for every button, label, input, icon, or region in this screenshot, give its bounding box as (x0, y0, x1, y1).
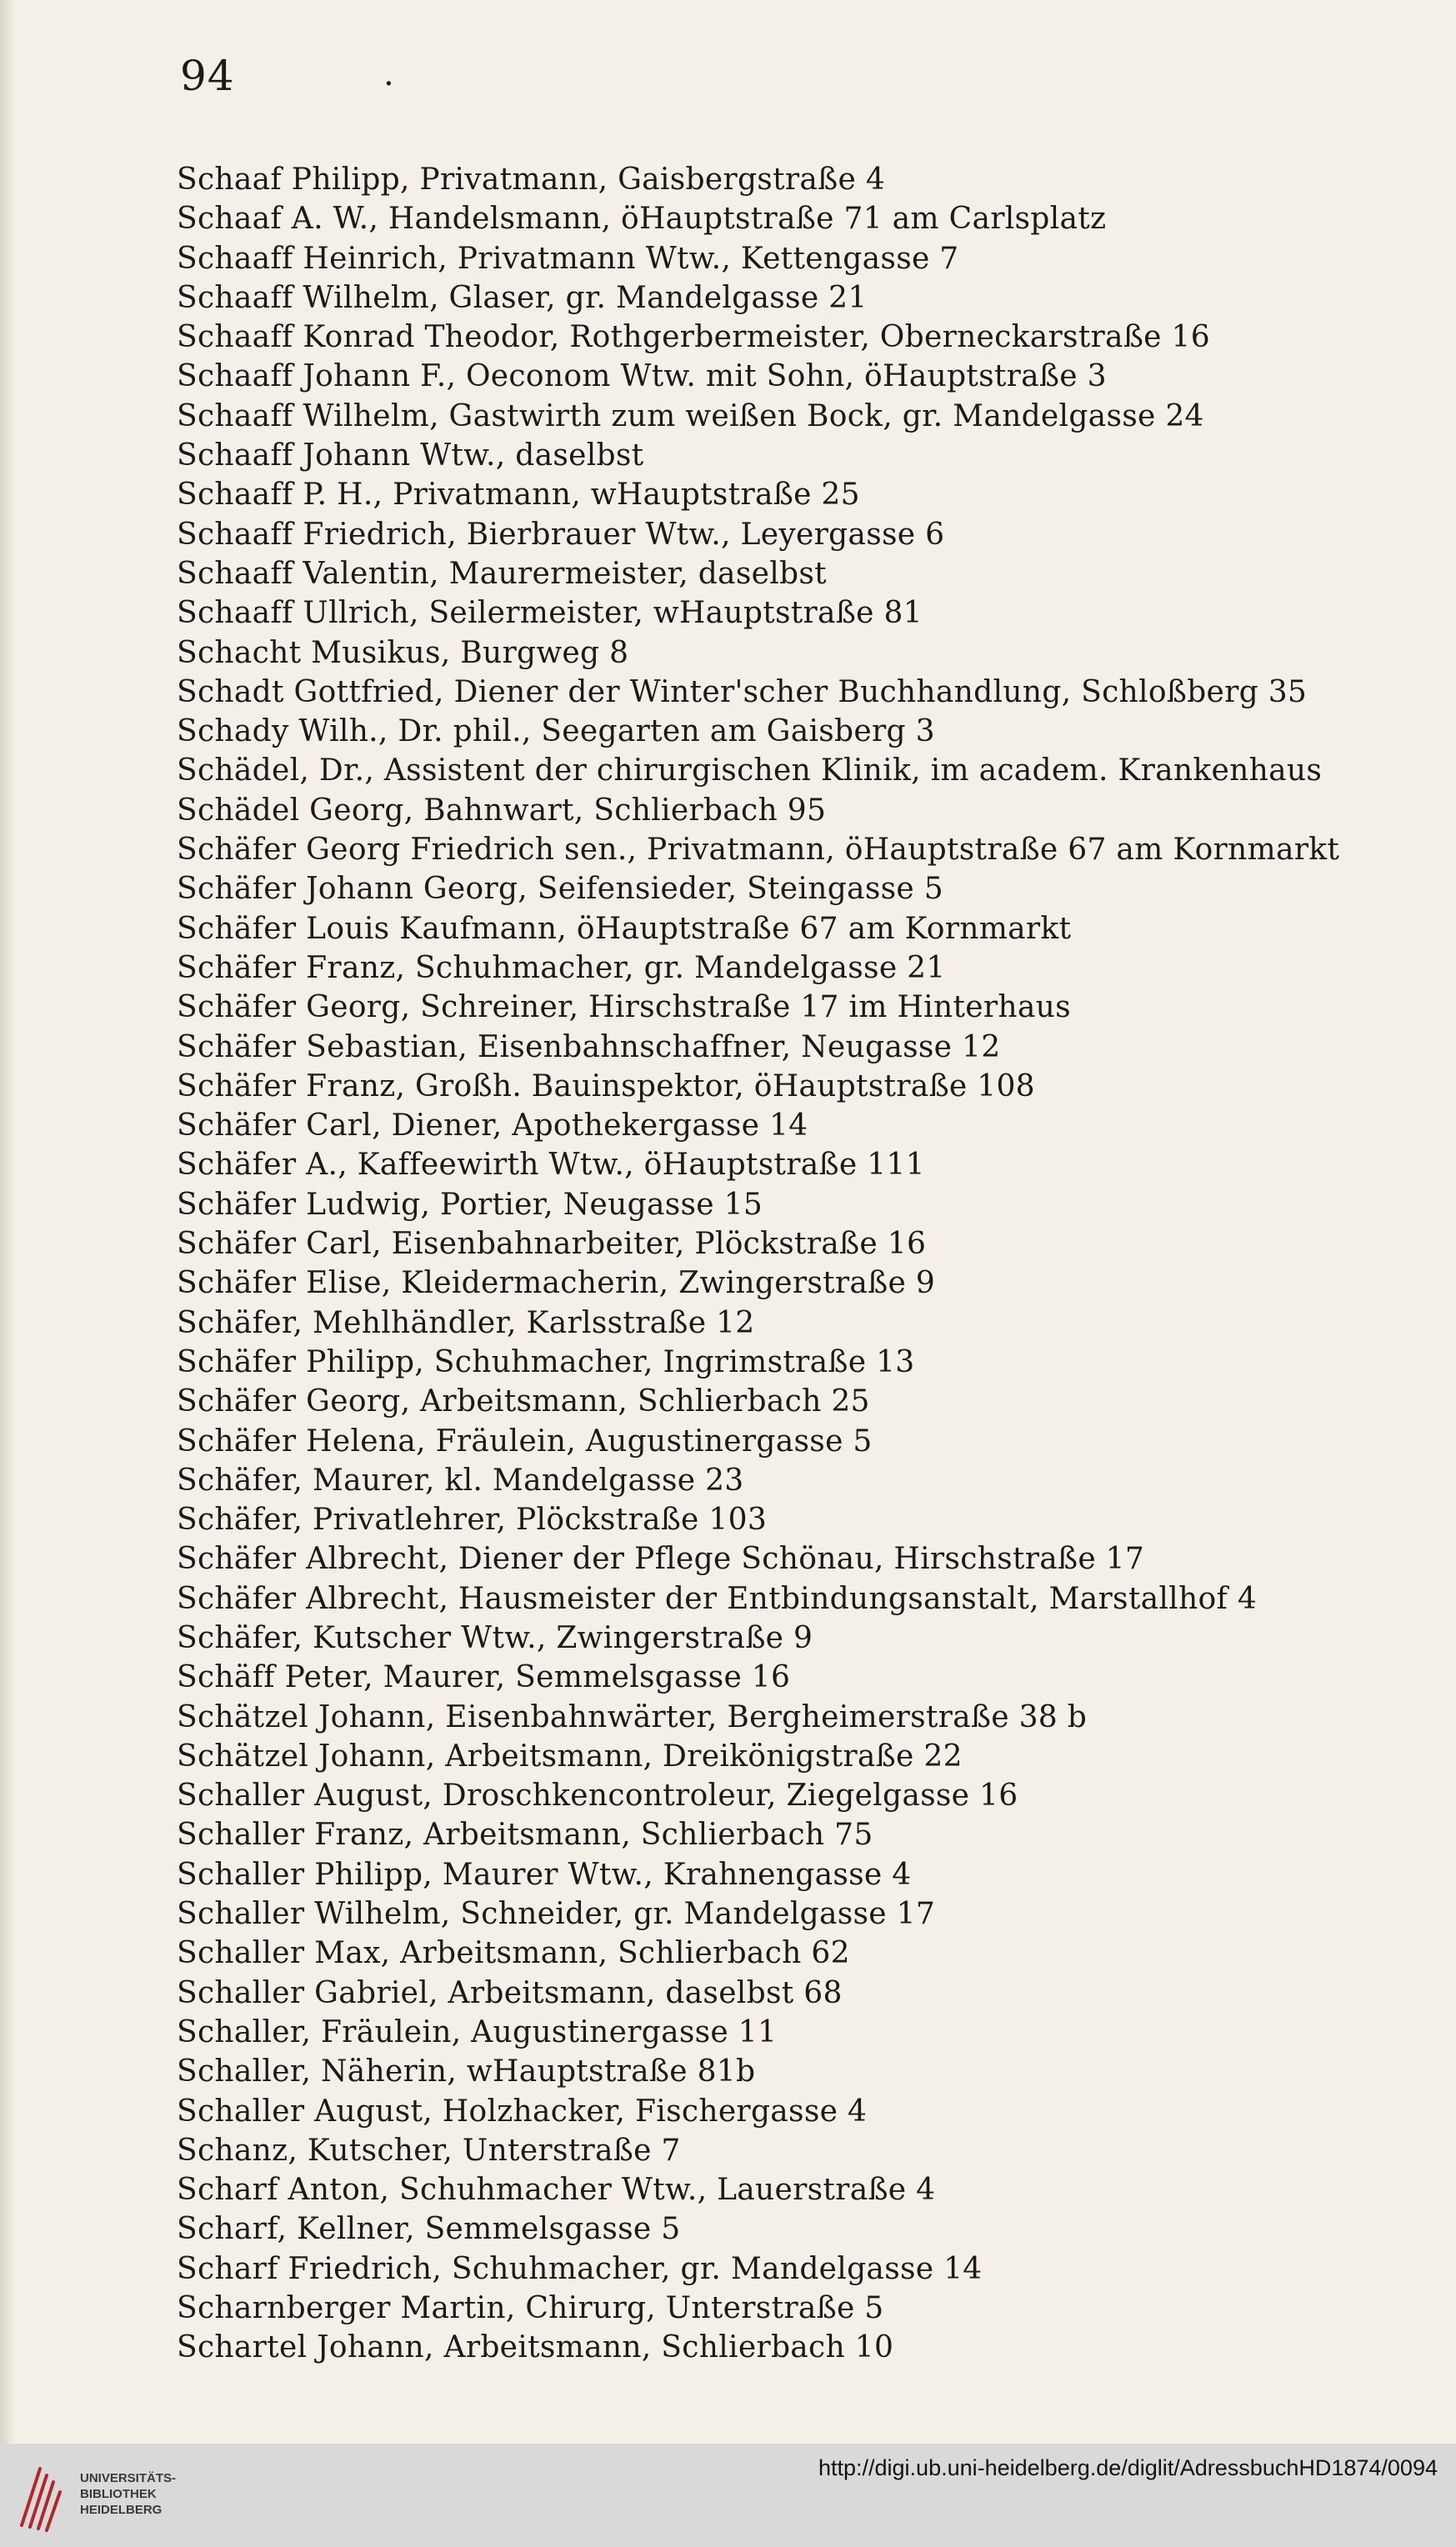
list-item: Schaaff Johann F., Oeconom Wtw. mit Sohn, öHauptstraße 3 (177, 359, 1107, 394)
list-item: Schäfer Johann Georg, Seifensieder, Steingasse 5 (177, 872, 943, 907)
list-item: Schäfer Albrecht, Hausmeister der Entbindungsanstalt, Marstallhof 4 (177, 1581, 1258, 1616)
list-item: Schaaff Wilhelm, Gastwirth zum weißen Bock, gr. Mandelgasse 24 (177, 398, 1204, 433)
list-item: Schanz, Kutscher, Unterstraße 7 (177, 2133, 681, 2168)
list-item: Schaaff P. H., Privatmann, wHauptstraße 25 (177, 478, 860, 513)
university-library-logo-icon (15, 2459, 67, 2534)
list-item: Schaaff Ullrich, Seilermeister, wHauptstraße 81 (177, 596, 923, 631)
list-item: Schaller Gabriel, Arbeitsmann, daselbst 68 (177, 1975, 843, 2010)
list-item: Schäfer Albrecht, Diener der Pflege Schönau, Hirschstraße 17 (177, 1542, 1145, 1577)
list-item: Schäfer Philipp, Schuhmacher, Ingrimstraße 13 (177, 1344, 915, 1379)
list-item: Schädel Georg, Bahnwart, Schlierbach 95 (177, 793, 827, 828)
list-item: Schaller Max, Arbeitsmann, Schlierbach 62 (177, 1936, 850, 1971)
page-mark: . (383, 55, 394, 93)
source-url-link[interactable]: http://digi.ub.uni-heidelberg.de/diglit/AdressbuchHD1874/0094 (818, 2455, 1438, 2480)
list-item: Schaller August, Holzhacker, Fischergasse 4 (177, 2094, 868, 2129)
list-item: Schäfer Georg Friedrich sen., Privatmann, öHauptstraße 67 am Kornmarkt (177, 833, 1340, 868)
list-item: Schäfer Helena, Fräulein, Augustinergasse 5 (177, 1424, 873, 1459)
list-item: Schady Wilh., Dr. phil., Seegarten am Gaisberg 3 (177, 714, 935, 749)
list-item: Scharf Anton, Schuhmacher Wtw., Lauerstraße 4 (177, 2173, 936, 2208)
list-item: Schadt Gottfried, Diener der Winter'scher Buchhandlung, Schloßberg 35 (177, 674, 1308, 709)
list-item: Schäfer Franz, Schuhmacher, gr. Mandelgasse 21 (177, 950, 946, 985)
list-item: Schaaff Konrad Theodor, Rothgerbermeister, Oberneckarstraße 16 (177, 320, 1210, 355)
list-item: Schädel, Dr., Assistent der chirurgischen Klinik, im academ. Krankenhaus (177, 753, 1323, 788)
list-item: Scharf, Kellner, Semmelsgasse 5 (177, 2212, 681, 2247)
list-item: Schäfer Louis Kaufmann, öHauptstraße 67 am Kornmarkt (177, 911, 1072, 946)
list-item: Schäfer, Privatlehrer, Plöckstraße 103 (177, 1503, 768, 1538)
list-item: Schätzel Johann, Arbeitsmann, Dreikönigstraße 22 (177, 1739, 963, 1774)
list-item: Schäfer Sebastian, Eisenbahnschaffner, Neugasse 12 (177, 1029, 1001, 1064)
library-name (80, 2470, 176, 2518)
list-item: Schaaf A. W., Handelsmann, öHauptstraße 71 am Carlsplatz (177, 202, 1107, 237)
library-name-line-2: BIBLIOTHEK (80, 2487, 157, 2501)
list-item: Schäfer, Maurer, kl. Mandelgasse 23 (177, 1463, 744, 1498)
list-item: Schaller Philipp, Maurer Wtw., Krahnengasse 4 (177, 1857, 912, 1892)
list-item: Schaaff Friedrich, Bierbrauer Wtw., Leyergasse 6 (177, 517, 945, 552)
list-item: Schaaff Johann Wtw., daselbst (177, 438, 644, 473)
list-item: Schäfer A., Kaffeewirth Wtw., öHauptstraße 111 (177, 1148, 925, 1183)
list-item: Schäfer Carl, Diener, Apothekergasse 14 (177, 1108, 808, 1143)
list-item: Schäfer Carl, Eisenbahnarbeiter, Plöckstraße 16 (177, 1227, 927, 1262)
list-item: Schaller, Näherin, wHauptstraße 81b (177, 2054, 756, 2089)
address-list (177, 160, 1427, 2368)
list-item: Schäfer Ludwig, Portier, Neugasse 15 (177, 1187, 763, 1222)
list-item: Schartel Johann, Arbeitsmann, Schlierbach 10 (177, 2330, 894, 2365)
list-item: Schäfer Georg, Schreiner, Hirschstraße 17 im Hinterhaus (177, 990, 1071, 1025)
list-item: Schäfer Elise, Kleidermacherin, Zwingerstraße 9 (177, 1266, 936, 1301)
list-item: Schaller Franz, Arbeitsmann, Schlierbach 75 (177, 1818, 873, 1853)
list-item: Schäff Peter, Maurer, Semmelsgasse 16 (177, 1660, 791, 1695)
list-item: Schaaff Wilhelm, Glaser, gr. Mandelgasse 21 (177, 280, 868, 315)
list-item: Schaaff Heinrich, Privatmann Wtw., Kettengasse 7 (177, 241, 959, 276)
list-item: Schäfer Franz, Großh. Bauinspektor, öHauptstraße 108 (177, 1068, 1035, 1103)
list-item: Schaaf Philipp, Privatmann, Gaisbergstraße 4 (177, 163, 886, 197)
library-name-line-1: UNIVERSITÄTS- (80, 2471, 177, 2485)
list-item: Schaller Wilhelm, Schneider, gr. Mandelgasse 17 (177, 1897, 936, 1932)
list-item: Schaller, Fräulein, Augustinergasse 11 (177, 2014, 778, 2049)
library-name-line-3: HEIDELBERG (80, 2503, 163, 2517)
list-item: Schäfer, Kutscher Wtw., Zwingerstraße 9 (177, 1620, 813, 1655)
list-item: Schaaff Valentin, Maurermeister, daselbst (177, 556, 827, 591)
list-item: Schaller August, Droschkencontroleur, Ziegelgasse 16 (177, 1779, 1018, 1814)
list-item: Scharnberger Martin, Chirurg, Unterstraße 5 (177, 2291, 884, 2326)
list-item: Schacht Musikus, Burgweg 8 (177, 635, 629, 670)
list-item: Schäfer Georg, Arbeitsmann, Schlierbach 25 (177, 1384, 870, 1419)
list-item: Scharf Friedrich, Schuhmacher, gr. Mandelgasse 14 (177, 2251, 983, 2286)
page-number: 94 (180, 52, 235, 100)
page-binding-edge (0, 0, 15, 2444)
list-item: Schäfer, Mehlhändler, Karlsstraße 12 (177, 1305, 755, 1340)
list-item: Schätzel Johann, Eisenbahnwärter, Bergheimerstraße 38 b (177, 1699, 1088, 1734)
